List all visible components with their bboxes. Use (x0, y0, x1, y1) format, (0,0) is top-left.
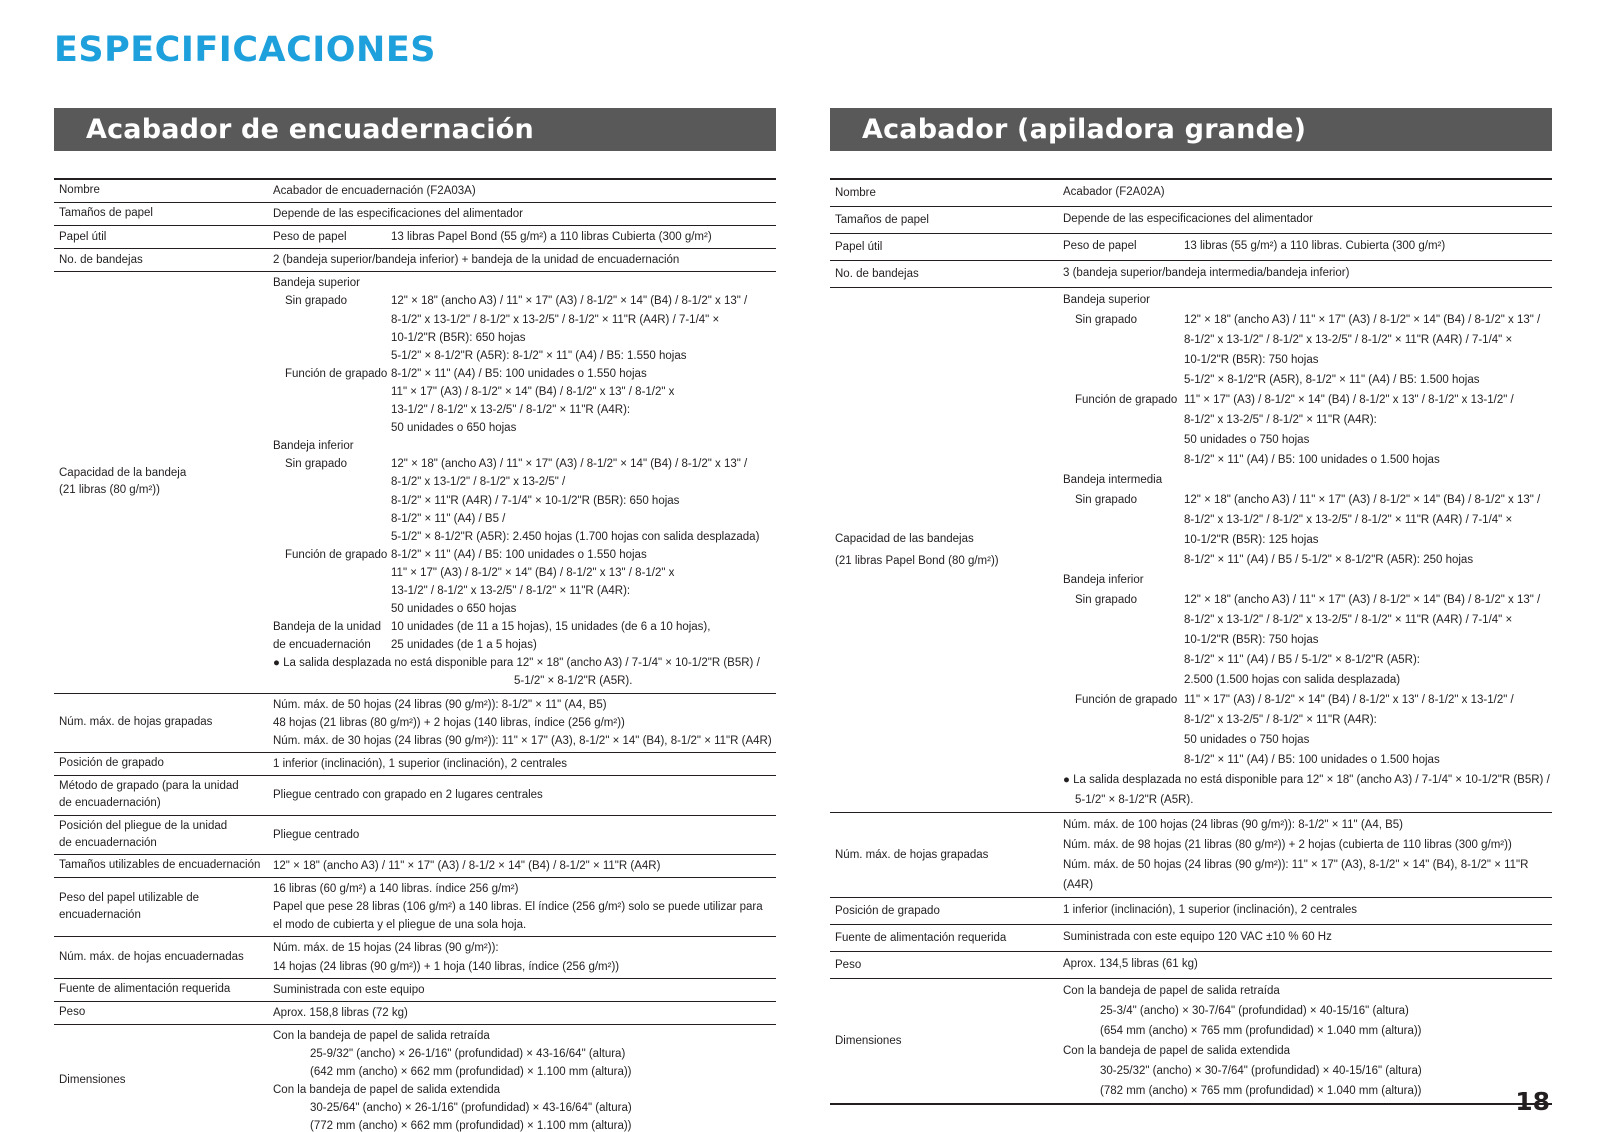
spec-value: 12" × 18" (ancho A3) / 11" × 17" (A3) / 8-1/2" × 14" (B4) / 8-1/2" x 13" / (1184, 594, 1541, 606)
spec-subkey: Función de grapado (1075, 694, 1178, 706)
spec-value: Con la bandeja de papel de salida retraída (1063, 985, 1280, 997)
spec-subkey: Sin grapado (1075, 494, 1138, 506)
spec-label: Tamaños de papel (59, 207, 153, 220)
spec-label: de encuadernación) (59, 797, 161, 810)
spec-row-tray-capacity (54, 271, 776, 692)
spec-value: 1 inferior (inclinación), 1 superior (inclinación), 2 centrales (273, 757, 568, 770)
spec-value: 50 unidades o 750 hojas (1184, 434, 1310, 446)
spec-value: 10-1/2"R (B5R): 750 hojas (1184, 354, 1319, 366)
spec-value: 12" × 18" (ancho A3) / 11" × 17" (A3) / 8-1/2 × 14" (B4) / 8-1/2" × 11"R (A4R) (273, 860, 661, 873)
spec-row-staple-position (830, 897, 1552, 924)
spec-value: Suministrada con este equipo 120 VAC ±10 % 60 Hz (1063, 931, 1332, 943)
spec-value: 11" × 17" (A3) / 8-1/2" × 14" (B4) / 8-1/2" x 13" / 8-1/2" x (391, 566, 675, 579)
spec-subkey: Peso de papel (1063, 240, 1137, 252)
spec-value: 8-1/2" × 11" (A4) / B5: 100 unidades o 1.550 hojas (391, 548, 647, 561)
spec-value: Suministrada con este equipo (273, 983, 425, 996)
tray-title: Bandeja inferior (273, 440, 354, 453)
spec-row-weight (830, 951, 1552, 978)
spec-row-paper-sizes (830, 206, 1552, 233)
spec-subkey: Función de grapado (285, 548, 388, 561)
spec-value: 12" × 18" (ancho A3) / 11" × 17" (A3) / 8-1/2" × 14" (B4) / 8-1/2" x 13" / (391, 295, 748, 308)
spec-label: Papel útil (59, 230, 107, 243)
note-text: ● La salida desplazada no está disponible para 12" × 18" (ancho A3) / 7-1/4" × 10-1/2"R (B5R) / (1063, 774, 1550, 786)
spec-value: (A4R) (1063, 879, 1094, 891)
spec-row-max-stapled (830, 812, 1552, 897)
spec-subkey: Sin grapado (285, 458, 348, 471)
spec-row-usable-paper (54, 225, 776, 248)
spec-label: Posición de grapado (59, 757, 164, 770)
spec-table-binding-finisher (54, 178, 776, 1132)
spec-value: 25 unidades (de 1 a 5 hojas) (391, 639, 537, 652)
spec-value: Papel que pese 28 libras (106 g/m²) a 140 libras. El índice (256 g/m²) solo se puede utilizar para (273, 901, 763, 914)
spec-value: 11" × 17" (A3) / 8-1/2" × 14" (B4) / 8-1/2" x 13" / 8-1/2" x (391, 385, 675, 398)
spec-row-name (830, 180, 1552, 206)
spec-value: Aprox. 158,8 libras (72 kg) (273, 1006, 408, 1019)
spec-row-staple-position (54, 752, 776, 775)
spec-value: 12" × 18" (ancho A3) / 11" × 17" (A3) / 8-1/2" × 14" (B4) / 8-1/2" x 13" / (1184, 494, 1541, 506)
spec-label: Tamaños de papel (835, 214, 929, 226)
spec-value: Núm. máx. de 50 hojas (24 libras (90 g/m²)): 8-1/2" × 11" (A4, B5) (273, 698, 607, 711)
spec-value: 10-1/2"R (B5R): 125 hojas (1184, 534, 1319, 546)
section-header-binding-finisher: Acabador de encuadernación (54, 108, 776, 151)
tray-title: Bandeja intermedia (1063, 474, 1163, 486)
right-spec-column (830, 108, 1552, 1105)
spec-value: 5-1/2" × 8-1/2"R (A5R): 8-1/2" × 11" (A4) / B5: 1.550 hojas (391, 349, 687, 362)
spec-label: Núm. máx. de hojas grapadas (59, 716, 213, 729)
spec-value: 8-1/2" × 11" (A4) / B5 / 5-1/2" × 8-1/2"R (A5R): 250 hojas (1184, 554, 1474, 566)
note-text: 5-1/2" × 8-1/2"R (A5R). (514, 675, 633, 688)
spec-value: 10-1/2"R (B5R): 650 hojas (391, 331, 526, 344)
spec-subkey: Sin grapado (1075, 594, 1138, 606)
spec-value: Pliegue centrado con grapado en 2 lugares centrales (273, 789, 543, 802)
spec-value: 10 unidades (de 11 a 15 hojas), 15 unidades (de 6 a 10 hojas), (391, 621, 711, 634)
spec-row-power-source (54, 978, 776, 1001)
spec-label: encuadernación (59, 909, 141, 922)
spec-value: 5-1/2" × 8-1/2"R (A5R), 8-1/2" × 11" (A4) / B5: 1.500 hojas (1184, 374, 1480, 386)
spec-row-max-stapled (54, 693, 776, 752)
spec-value: Con la bandeja de papel de salida extendida (1063, 1045, 1290, 1057)
spec-value: Depende de las especificaciones del alimentador (1063, 213, 1313, 225)
spec-value: 8-1/2" × 11" (A4) / B5: 100 unidades o 1.500 hojas (1184, 454, 1440, 466)
spec-value: 8-1/2" × 11"R (A4R) / 7-1/4" × 10-1/2"R (B5R): 650 hojas (391, 494, 680, 507)
spec-label: Papel útil (835, 241, 883, 253)
spec-value: 13 libras Papel Bond (55 g/m²) a 110 libras Cubierta (300 g/m²) (391, 231, 712, 244)
spec-value: 8-1/2" x 13-2/5" / 8-1/2" × 11"R (A4R): (1184, 714, 1377, 726)
spec-value: 12" × 18" (ancho A3) / 11" × 17" (A3) / 8-1/2" × 14" (B4) / 8-1/2" x 13" / (1184, 314, 1541, 326)
spec-row-tray-capacity (830, 287, 1552, 812)
spec-value: Acabador de encuadernación (F2A03A) (273, 185, 476, 197)
spec-label: Dimensiones (835, 1035, 902, 1047)
spec-value: 8-1/2" x 13-1/2" / 8-1/2" x 13-2/5" / 8-1/2" × 11"R (A4R) / 7-1/4" × (1184, 614, 1513, 626)
spec-subkey: Bandeja de la unidad (273, 621, 382, 634)
spec-row-fold-position (54, 815, 776, 855)
spec-value: Acabador (F2A02A) (1063, 186, 1165, 198)
spec-label: Posición de grapado (835, 905, 940, 917)
page-title: ESPECIFICACIONES (54, 30, 436, 70)
spec-value: Núm. máx. de 15 hojas (24 libras (90 g/m²)): (273, 942, 499, 955)
spec-value: el modo de cubierta y el pliegue de una sola hoja. (273, 919, 527, 932)
spec-row-dimensions (830, 978, 1552, 1103)
spec-value: Pliegue centrado (273, 828, 360, 841)
spec-value: 10-1/2"R (B5R): 750 hojas (1184, 634, 1319, 646)
spec-row-dimensions (54, 1024, 776, 1132)
note-text: 5-1/2" × 8-1/2"R (A5R). (1075, 794, 1194, 806)
spec-value: Núm. máx. de 30 hojas (24 libras (90 g/m²)): 11" × 17" (A3), 8-1/2" × 14" (B4), 8-1/2" × 11"R (A4R) (273, 734, 772, 747)
spec-label: Método de grapado (para la unidad (59, 779, 239, 792)
spec-label: Capacidad de las bandejas (835, 533, 974, 545)
spec-label: Peso (59, 1006, 86, 1019)
spec-value: 1 inferior (inclinación), 1 superior (inclinación), 2 centrales (1063, 904, 1358, 916)
spec-value: 48 hojas (21 libras (80 g/m²)) + 2 hojas (140 libras, índice (256 g/m²)) (273, 716, 625, 729)
page-number: 18 (1515, 1087, 1550, 1116)
spec-value: 12" × 18" (ancho A3) / 11" × 17" (A3) / 8-1/2" × 14" (B4) / 8-1/2" x 13" / (391, 458, 748, 471)
spec-value: 2 (bandeja superior/bandeja inferior) + bandeja de la unidad de encuadernación (273, 254, 680, 267)
spec-row-binding-paper-weight (54, 877, 776, 936)
spec-value: Núm. máx. de 100 hojas (24 libras (90 g/m²)): 8-1/2" × 11" (A4, B5) (1063, 819, 1403, 831)
spec-label: Nombre (835, 187, 876, 199)
spec-value: 8-1/2" x 13-1/2" / 8-1/2" x 13-2/5" / 8-1/2" × 11"R (A4R) / 7-1/4" × (391, 313, 720, 326)
spec-value: 3 (bandeja superior/bandeja intermedia/bandeja inferior) (1063, 267, 1350, 279)
spec-value: 8-1/2" x 13-1/2" / 8-1/2" x 13-2/5" / (391, 476, 566, 489)
spec-value: 16 libras (60 g/m²) a 140 libras. índice 256 g/m²) (273, 883, 519, 896)
spec-value: 25-3/4" (ancho) × 30-7/64" (profundidad) × 40-15/16" (altura) (1100, 1005, 1409, 1017)
tray-title: Bandeja inferior (1063, 574, 1144, 586)
spec-label: Núm. máx. de hojas encuadernadas (59, 950, 244, 963)
spec-label: de encuadernación (59, 836, 157, 849)
spec-value: 13-1/2" / 8-1/2" x 13-2/5" / 8-1/2" × 11"R (A4R): (391, 404, 631, 417)
spec-subkey: Función de grapado (285, 367, 388, 380)
spec-value: (642 mm (ancho) × 662 mm (profundidad) × 1.100 mm (altura)) (310, 1066, 632, 1079)
spec-value: 13-1/2" / 8-1/2" x 13-2/5" / 8-1/2" × 11"R (A4R): (391, 584, 631, 597)
spec-subkey: Función de grapado (1075, 394, 1178, 406)
spec-label: Tamaños utilizables de encuadernación (59, 859, 261, 872)
spec-label: Capacidad de la bandeja (59, 467, 187, 480)
spec-value: (782 mm (ancho) × 765 mm (profundidad) × 1.040 mm (altura)) (1100, 1085, 1422, 1097)
spec-label: Posición del pliegue de la unidad (59, 819, 228, 832)
spec-value: 8-1/2" x 13-1/2" / 8-1/2" x 13-2/5" / 8-1/2" × 11"R (A4R) / 7-1/4" × (1184, 514, 1513, 526)
spec-value: 50 unidades o 650 hojas (391, 422, 517, 435)
spec-value: (654 mm (ancho) × 765 mm (profundidad) × 1.040 mm (altura)) (1100, 1025, 1422, 1037)
spec-row-tray-count (830, 260, 1552, 287)
spec-row-max-bound (54, 936, 776, 977)
spec-value: 50 unidades o 650 hojas (391, 603, 517, 616)
spec-value: 30-25/64" (ancho) × 26-1/16" (profundidad) × 43-16/64" (altura) (310, 1102, 632, 1115)
spec-label: Peso (835, 959, 862, 971)
spec-value: Aprox. 134,5 libras (61 kg) (1063, 958, 1198, 970)
spec-value: 13 libras (55 g/m²) a 110 libras. Cubierta (300 g/m²) (1184, 240, 1446, 252)
spec-subkey: de encuadernación (273, 639, 371, 652)
tray-title: Bandeja superior (273, 277, 360, 290)
spec-value: Con la bandeja de papel de salida retraída (273, 1029, 490, 1042)
spec-value: Con la bandeja de papel de salida extendida (273, 1084, 500, 1097)
note-text: ● La salida desplazada no está disponible para 12" × 18" (ancho A3) / 7-1/4" × 10-1/2"R (B5R) / (273, 657, 760, 670)
spec-row-staple-method (54, 775, 776, 815)
spec-row-power-source (830, 924, 1552, 951)
spec-label: Dimensiones (59, 1074, 126, 1087)
spec-row-weight (54, 1001, 776, 1024)
spec-row-usable-paper (830, 233, 1552, 260)
spec-value: 11" × 17" (A3) / 8-1/2" × 14" (B4) / 8-1/2" x 13" / 8-1/2" x 13-1/2" / (1184, 694, 1514, 706)
spec-row-paper-sizes (54, 202, 776, 225)
spec-value: 5-1/2" × 8-1/2"R (A5R): 2.450 hojas (1.700 hojas con salida desplazada) (391, 530, 760, 543)
tray-title: Bandeja superior (1063, 294, 1150, 306)
spec-table-large-stacker (830, 178, 1552, 1105)
spec-value: 25-9/32" (ancho) × 26-1/16" (profundidad) × 43-16/64" (altura) (310, 1047, 626, 1060)
spec-label: (21 libras Papel Bond (80 g/m²)) (835, 555, 999, 567)
spec-value: Núm. máx. de 50 hojas (24 libras (90 g/m²)): 11" × 17" (A3), 8-1/2" × 14" (B4), 8-1/2" × 11"R (1063, 859, 1529, 871)
spec-row-name (54, 180, 776, 202)
spec-value: 8-1/2" × 11" (A4) / B5: 100 unidades o 1.500 hojas (1184, 754, 1440, 766)
spec-value: Depende de las especificaciones del alimentador (273, 208, 523, 221)
spec-value: 50 unidades o 750 hojas (1184, 734, 1310, 746)
spec-value: 11" × 17" (A3) / 8-1/2" × 14" (B4) / 8-1/2" x 13" / 8-1/2" x 13-1/2" / (1184, 394, 1514, 406)
spec-row-binding-sizes (54, 854, 776, 877)
spec-value: 14 hojas (24 libras (90 g/m²)) + 1 hoja (140 libras, índice (256 g/m²)) (273, 960, 620, 973)
spec-label: (21 libras (80 g/m²)) (59, 484, 160, 497)
spec-label: Peso del papel utilizable de (59, 892, 200, 905)
spec-value: (772 mm (ancho) × 662 mm (profundidad) × 1.100 mm (altura)) (310, 1120, 632, 1132)
spec-row-tray-count (54, 248, 776, 271)
spec-label: No. de bandejas (59, 253, 143, 266)
spec-value: 8-1/2" × 11" (A4) / B5 / (391, 512, 506, 525)
spec-value: 8-1/2" x 13-2/5" / 8-1/2" × 11"R (A4R): (1184, 414, 1377, 426)
spec-subkey: Peso de papel (273, 231, 347, 244)
spec-value: 8-1/2" × 11" (A4) / B5: 100 unidades o 1.550 hojas (391, 367, 647, 380)
spec-label: Núm. máx. de hojas grapadas (835, 849, 989, 861)
spec-label: No. de bandejas (835, 268, 919, 280)
spec-value: 30-25/32" (ancho) × 30-7/64" (profundidad) × 40-15/16" (altura) (1100, 1065, 1422, 1077)
spec-value: Núm. máx. de 98 hojas (21 libras (80 g/m²)) + 2 hojas (cubierta de 110 libras (300 g/m²)) (1063, 839, 1512, 851)
spec-label: Nombre (59, 184, 100, 197)
section-header-large-stacker: Acabador (apiladora grande) (830, 108, 1552, 151)
spec-value: 8-1/2" × 11" (A4) / B5 / 5-1/2" × 8-1/2"R (A5R): (1184, 654, 1420, 666)
left-spec-column (54, 108, 776, 1132)
spec-subkey: Sin grapado (285, 295, 348, 308)
spec-label: Fuente de alimentación requerida (59, 983, 231, 996)
spec-value: 2.500 (1.500 hojas con salida desplazada) (1184, 674, 1401, 686)
spec-value: 8-1/2" x 13-1/2" / 8-1/2" x 13-2/5" / 8-1/2" × 11"R (A4R) / 7-1/4" × (1184, 334, 1513, 346)
spec-subkey: Sin grapado (1075, 314, 1138, 326)
spec-label: Fuente de alimentación requerida (835, 932, 1007, 944)
